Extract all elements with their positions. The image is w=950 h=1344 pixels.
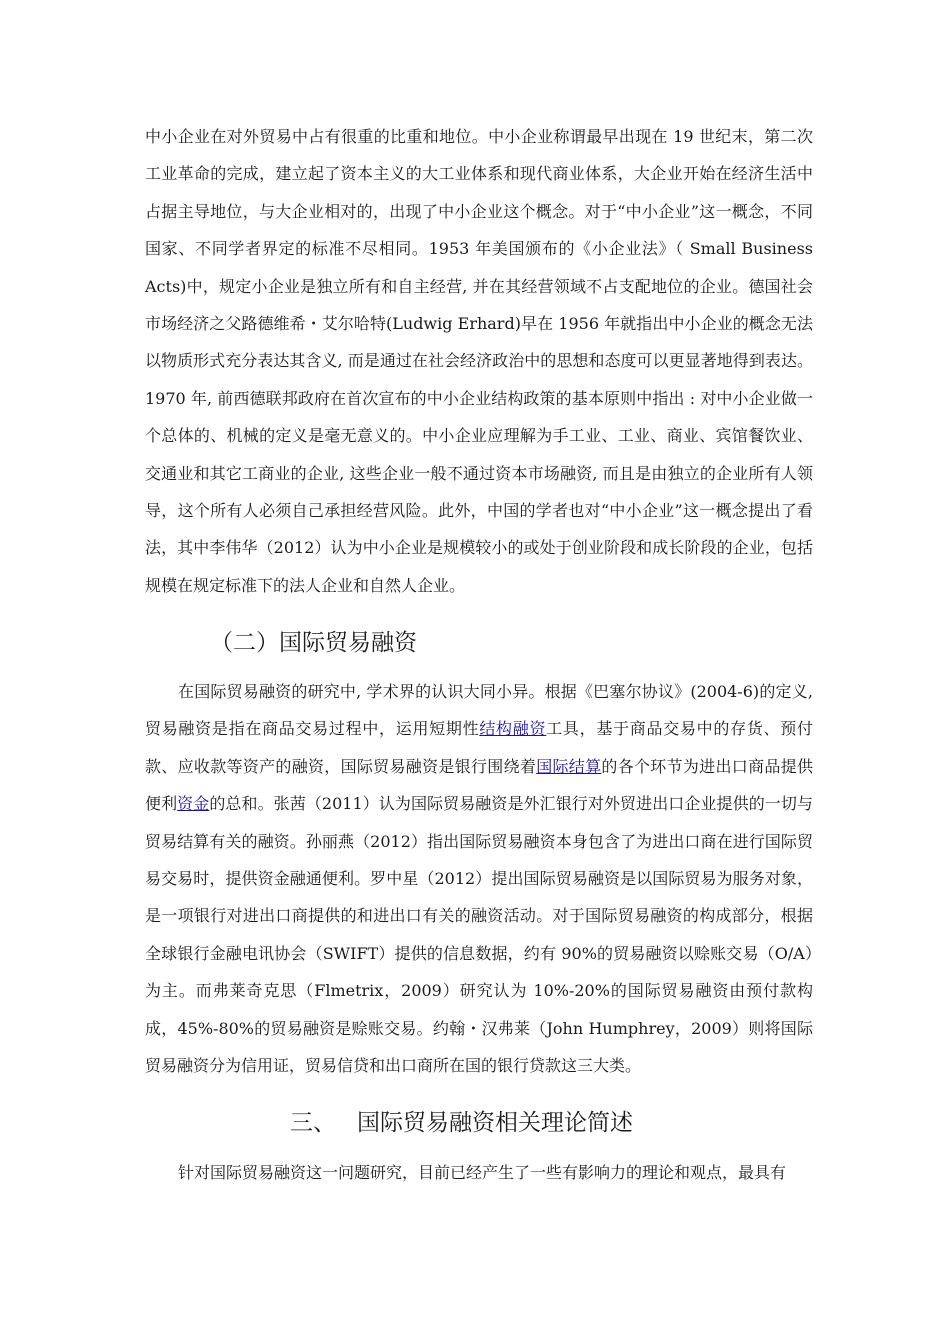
chapter-title: 国际贸易融资相关理论简述 bbox=[357, 1110, 633, 1136]
trade-finance-text-d: 的总和。张茜（2011）认为国际贸易融资是外汇银行对外贸进出口企业提供的一切与贸易结算有关的融资。孙丽燕（2012）指出国际贸易融资本身包含了为进出口商在进行国际贸易交易时，提供资金融通便利。罗中星（2012）提出国际贸易融资是以国际贸易为服务对象，是一项银行对进出口商提供的和进出口有关的融资活动。对于国际贸易融资的构成部分，根据全球银行金融电讯协会（SWIFT）提供的信息数据，约有 90%的贸易融资以赊账交易（O/A）为主。而弗莱奇克思（Flmetrix，2009）研究认为 10%-20%的国际贸易融资由预付款构成，45%-80%的贸易融资是赊账交易。约翰・汉弗莱（John Humphrey，2009）则将国际贸易融资分为信用证，贸易信贷和出口商所在国的银行贷款这三大类。 bbox=[145, 794, 813, 1076]
international-settlement-link[interactable]: 国际结算 bbox=[536, 756, 602, 776]
trade-finance-text-b: 工具，基于商品交易中的存货、预付款、应收款等资产的融资，国际贸易融资是银行围绕着 bbox=[145, 719, 813, 776]
trade-finance-text-c: 的各个环节为进出口商品提供便利 bbox=[145, 756, 813, 814]
structured-finance-link[interactable]: 结构融资 bbox=[479, 719, 547, 739]
funds-link[interactable]: 资金 bbox=[177, 794, 210, 814]
chapter-number: 三、 bbox=[290, 1110, 336, 1136]
theory-intro-paragraph: 针对国际贸易融资这一问题研究，目前已经产生了一些有影响力的理论和观点，最具有 bbox=[178, 1163, 787, 1182]
trade-finance-text-a: 在国际贸易融资的研究中, 学术界的认识大同小异。根据《巴塞尔协议》(2004-6)的定义, 贸易融资是指在商品交易过程中，运用短期性 bbox=[145, 682, 813, 739]
trade-finance-paragraph bbox=[145, 673, 813, 1084]
section-heading-trade-finance: （二）国际贸易融资 bbox=[210, 630, 417, 656]
sme-definition-paragraph: 中小企业在对外贸易中占有很重的比重和地位。中小企业称谓最早出现在 19 世纪末，第二次工业革命的完成，建立起了资本主义的大工业体系和现代商业体系，大企业开始在经济生活中占据主导地位，与大企业相对的，出现了中小企业这个概念。对于“中小企业”这一概念，不同国家、不同学者界定的标准不尽相同。1953 年美国颁布的《小企业法》（ Small Business Acts)中，规定小企业是独立所有和自主经营, 并在其经营领域不占支配地位的企业。德国社会市场经济之父路德维希・艾尔哈特(Ludwig Erhard)早在 1956 年就指出中小企业的概念无法以物质形式充分表达其含义, 而是通过在社会经济政治中的思想和态度可以更显著地得到表达。1970 年, 前西德联邦政府在首次宣布的中小企业结构政策的基本原则中指出 : 对中小企业做一个总体的、机械的定义是毫无意义的。中小企业应理解为手工业、工业、商业、宾馆餐饮业、交通业和其它工商业的企业, 这些企业一般不通过资本市场融资, 而且是由独立的企业所有人领导，这个所有人必须自己承担经营风险。此外，中国的学者也对“中小企业”这一概念提出了看法，其中李伟华（2012）认为中小企业是规模较小的或处于创业阶段和成长阶段的企业，包括规模在规定标准下的法人企业和自然人企业。 bbox=[145, 127, 813, 595]
chapter-heading-theory bbox=[290, 1104, 633, 1137]
